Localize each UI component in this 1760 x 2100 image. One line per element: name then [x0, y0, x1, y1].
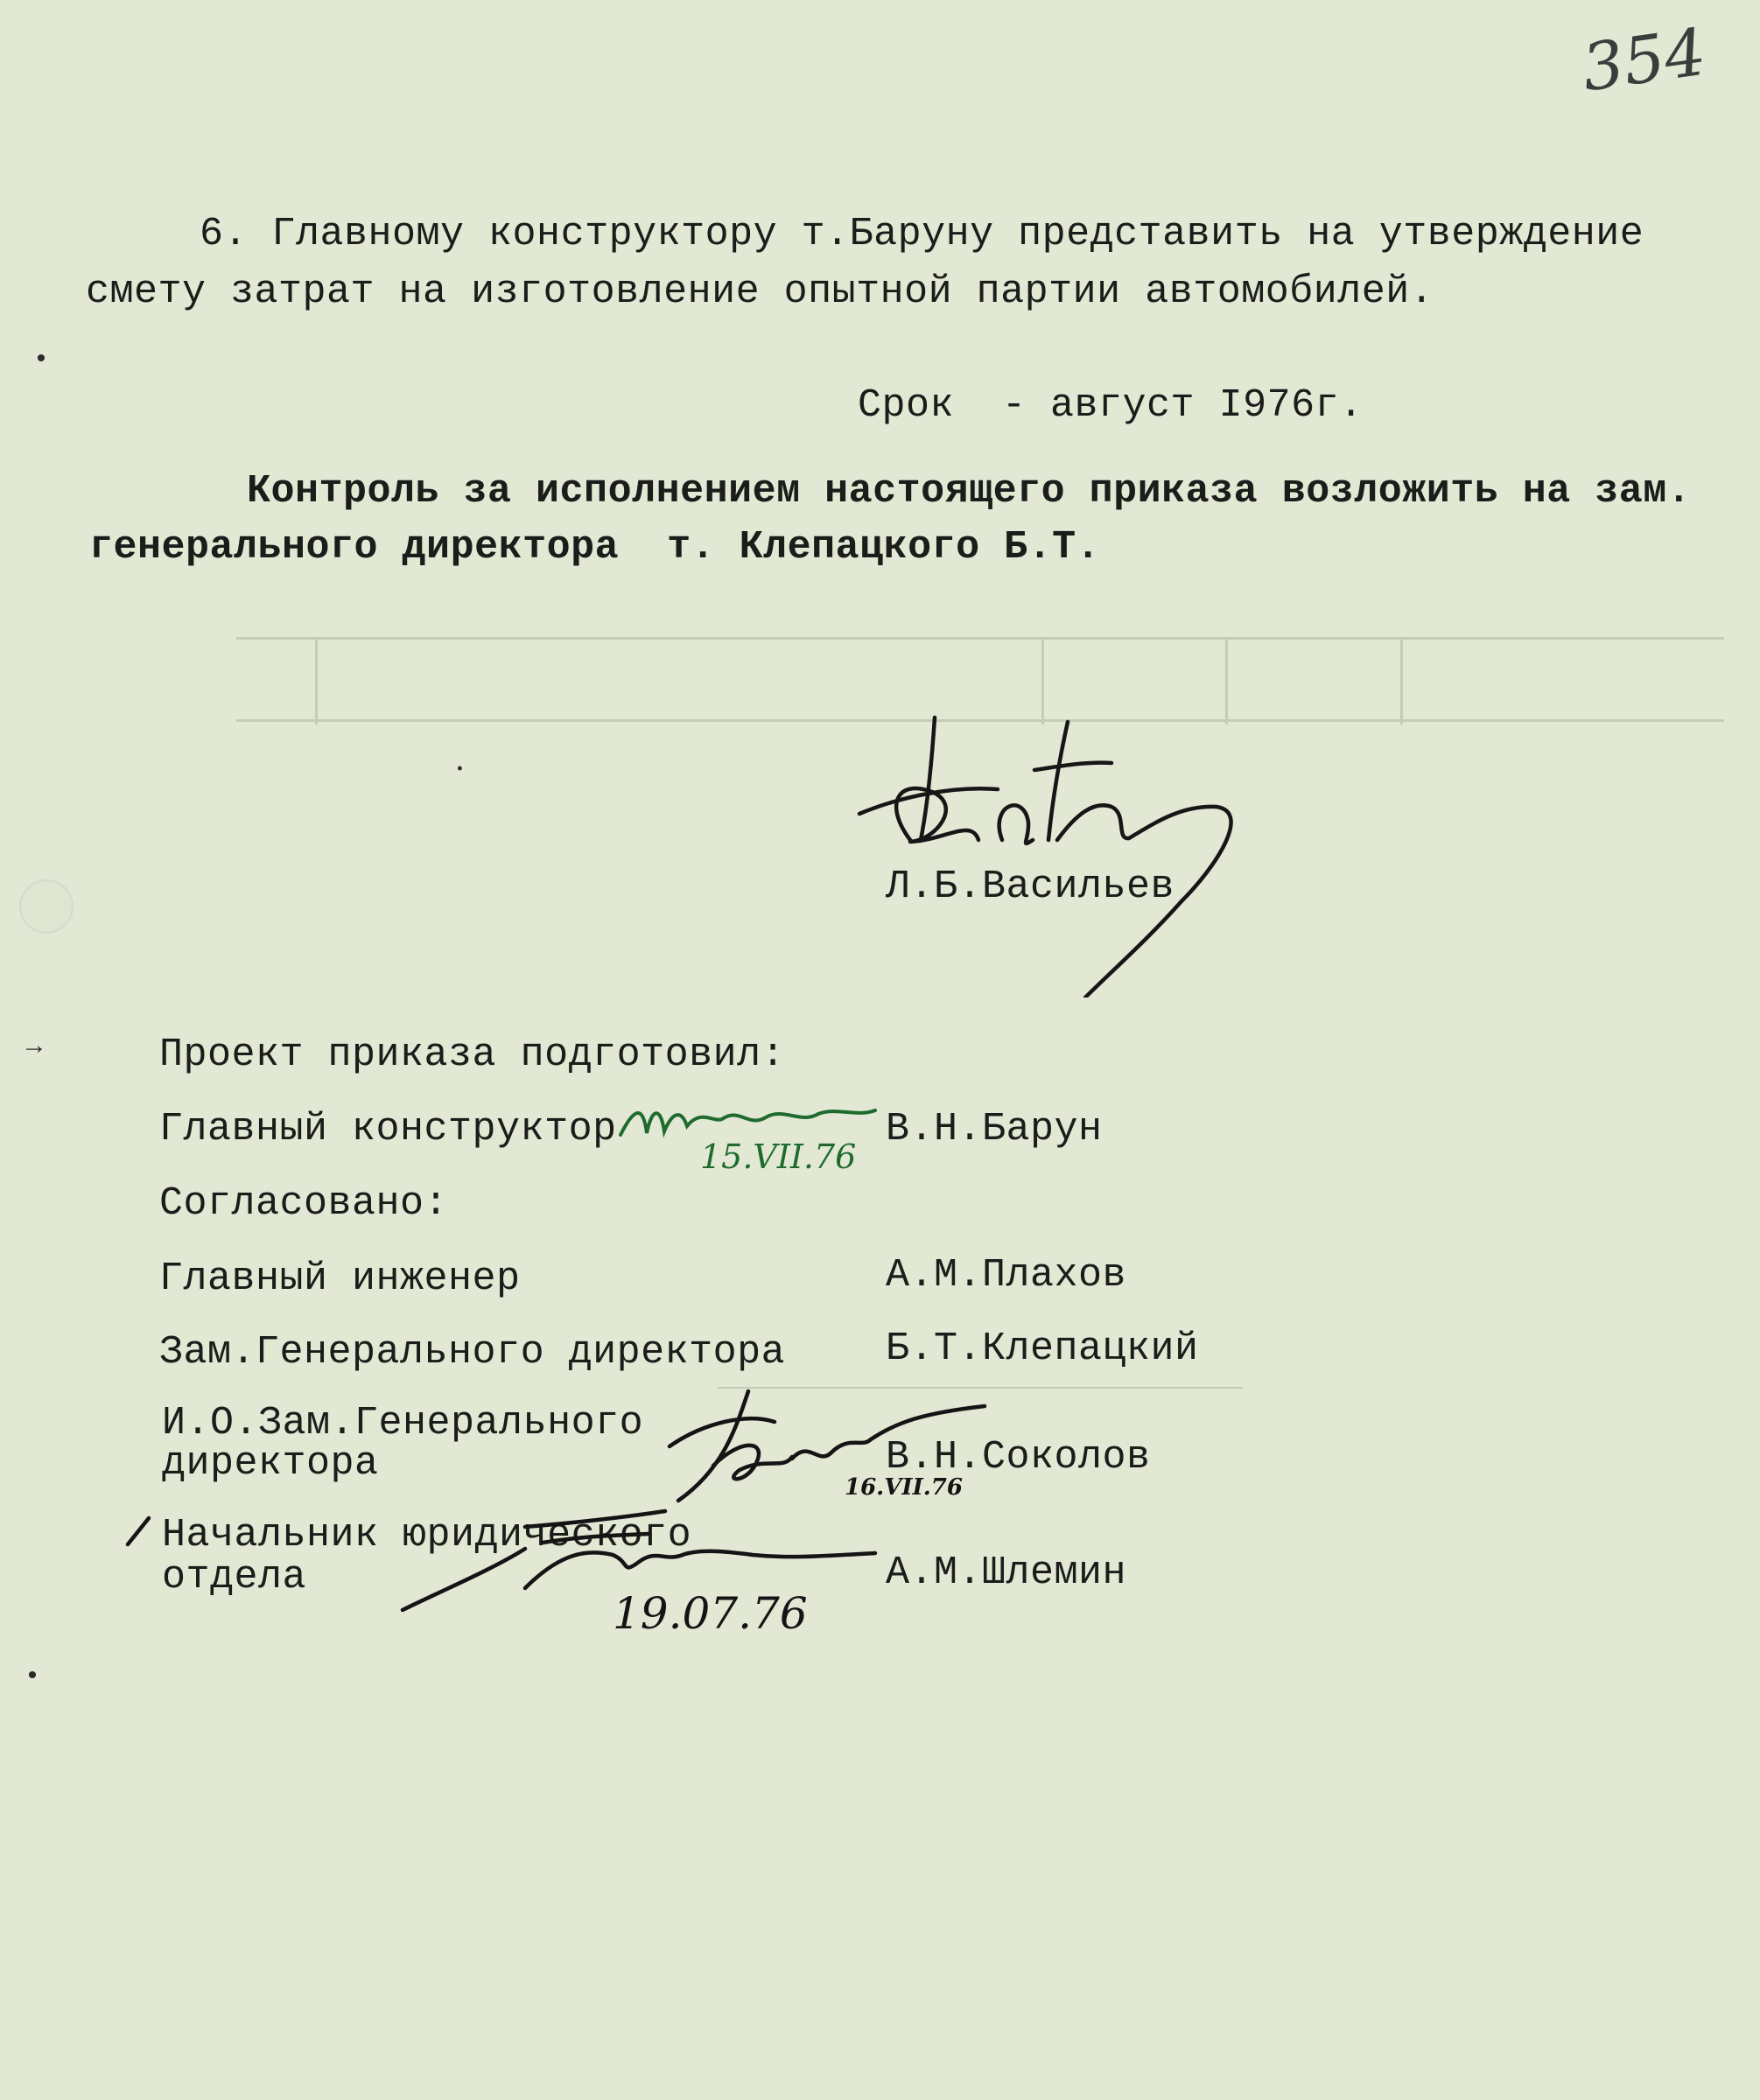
prepared-by-position: Главный конструктор	[159, 1107, 617, 1152]
approvals-heading: Согласовано:	[159, 1181, 449, 1226]
punch-hole	[19, 879, 74, 934]
control-line-1: Контроль за исполнением настоящего приказа возложить на зам.	[247, 469, 1692, 514]
approval-name: В.Н.Соколов	[886, 1435, 1151, 1480]
approval-name: А.М.Шлемин	[886, 1550, 1127, 1595]
prepared-by-name: В.Н.Барун	[886, 1107, 1103, 1152]
shlemin-date-handwritten: 19.07.76	[613, 1588, 808, 1639]
paragraph-6-line-1: 6. Главному конструктору т.Баруну представить на утверждение	[200, 212, 1644, 256]
margin-mark: •	[455, 761, 465, 779]
margin-mark: →	[26, 1032, 43, 1062]
page-number: 354	[1577, 14, 1711, 107]
prepared-by-heading: Проект приказа подготовил:	[159, 1032, 786, 1077]
approval-position: директора	[162, 1441, 379, 1486]
signatory-name: Л.Б.Васильев	[886, 864, 1175, 909]
margin-mark: •	[33, 346, 50, 375]
approval-name: А.М.Плахов	[886, 1253, 1127, 1298]
deadline: Срок - август I976г.	[858, 383, 1364, 428]
ghost-rule	[1400, 637, 1403, 724]
approval-position: Начальник юридического	[162, 1513, 692, 1558]
ghost-rule	[236, 637, 1724, 640]
approval-position: отдела	[162, 1555, 307, 1600]
sokolov-date-handwritten: 16.VII.76	[845, 1474, 963, 1501]
control-line-2: генерального директора т. Клепацкого Б.Т.	[89, 525, 1101, 570]
barun-date-handwritten: 15.VII.76	[700, 1138, 857, 1176]
approval-position: Зам.Генерального директора	[159, 1330, 786, 1375]
vasilyev-signature-icon	[849, 709, 1304, 998]
approval-position: Главный инженер	[159, 1256, 521, 1301]
ghost-rule	[315, 637, 318, 724]
paragraph-6-line-2: смету затрат на изготовление опытной партии автомобилей.	[86, 270, 1434, 314]
approval-position: И.О.Зам.Генерального	[162, 1401, 644, 1446]
approval-name: Б.Т.Клепацкий	[886, 1326, 1199, 1371]
margin-mark: •	[25, 1662, 41, 1692]
